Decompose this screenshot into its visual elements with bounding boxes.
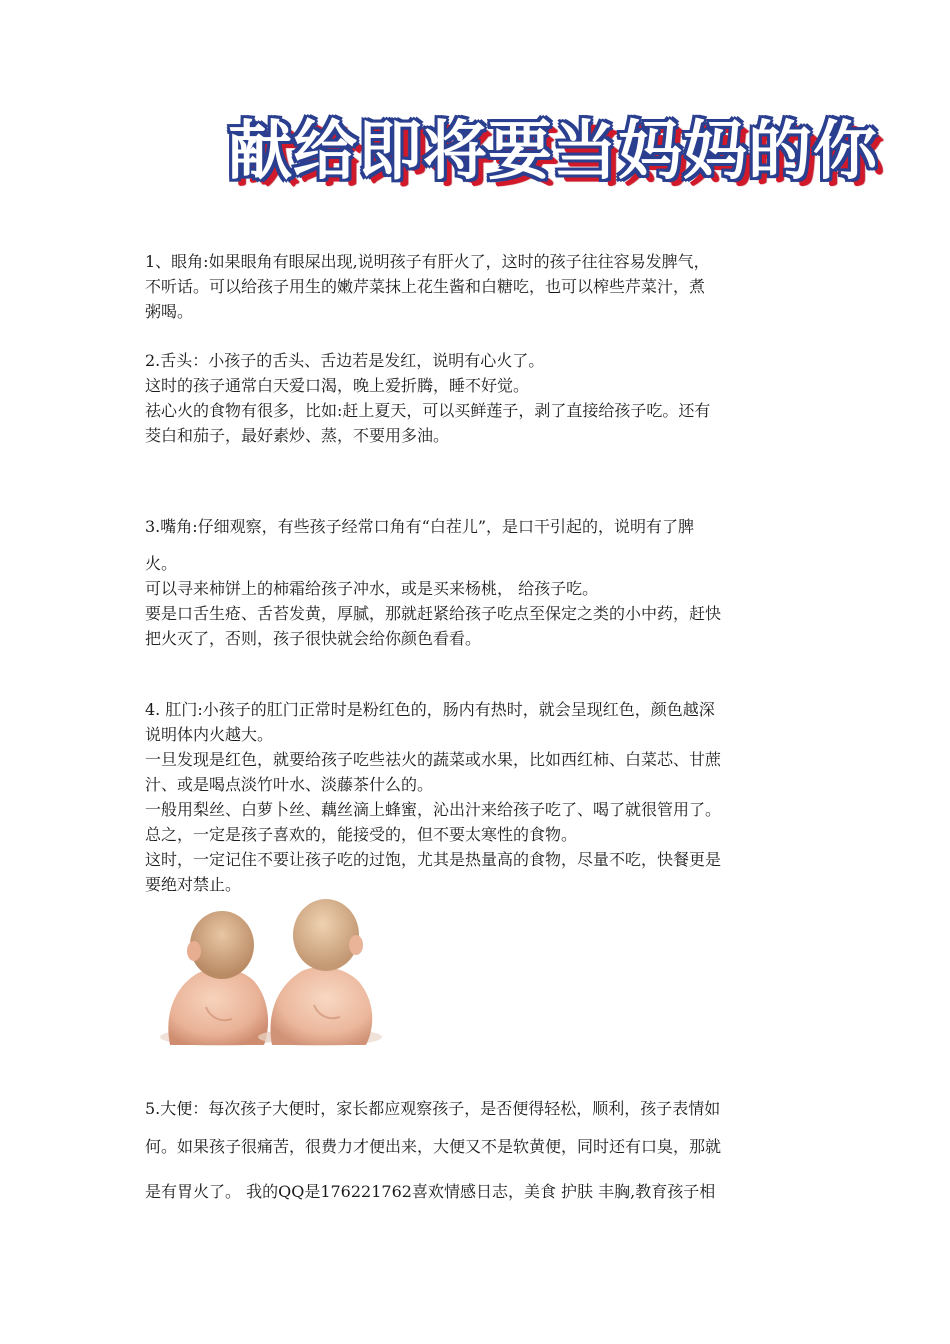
- paragraph-line: 1、眼角:如果眼角有眼屎出现,说明孩子有肝火了，这时的孩子往往容易发脾气，: [145, 252, 710, 271]
- paragraph-line: 3.嘴角:仔细观察，有些孩子经常口角有“白茬儿”，是口干引起的，说明有了脾: [145, 517, 695, 536]
- paragraph-line: 粥喝。: [145, 302, 194, 321]
- paragraph-line: 可以寻来柿饼上的柿霜给孩子冲水，或是买来杨桃， 给孩子吃。: [145, 579, 599, 598]
- paragraph-line: 不听话。可以给孩子用生的嫩芹菜抹上花生酱和白糖吃，也可以榨些芹菜汁，煮: [145, 277, 706, 296]
- paragraph-line: 2.舌头：小孩子的舌头、舌边若是发红，说明有心火了。: [145, 351, 545, 370]
- paragraph-line: 这时，一定记住不要让孩子吃的过饱，尤其是热量高的食物，尽量不吃，快餐更是: [145, 850, 722, 869]
- paragraph-line: 要是口舌生疮、舌苔发黄，厚腻，那就赶紧给孩子吃点至保定之类的小中药，赶快: [145, 604, 722, 623]
- paragraph-line: 说明体内火越大。: [145, 725, 274, 744]
- page-title: 献给即将要当妈妈的你: [228, 115, 878, 189]
- paragraph-line: 把火灭了，否则，孩子很快就会给你颜色看看。: [145, 629, 482, 648]
- paragraph-line: 祛心火的食物有很多，比如:赶上夏天，可以买鲜莲子，剥了直接给孩子吃。还有: [145, 401, 711, 420]
- paragraph-line: 茭白和茄子，最好素炒、蒸，不要用多油。: [145, 426, 450, 445]
- section-eye-corner: [145, 249, 815, 324]
- paragraph-line: 何。如果孩子很痛苦，很费力才便出来，大便又不是软黄便，同时还有口臭，那就: [145, 1137, 722, 1156]
- section-mouth-corner: [145, 513, 815, 651]
- section-tongue: [145, 348, 815, 448]
- paragraph-line: 火。: [145, 554, 178, 573]
- paragraph-line: 总之，一定是孩子喜欢的，能接受的，但不要太寒性的食物。: [145, 825, 578, 844]
- paragraph-line: 汁、或是喝点淡竹叶水、淡藤茶什么的。: [145, 775, 434, 794]
- paragraph-line: 5.大便：每次孩子大便时，家长都应观察孩子，是否便得轻松，顺利，孩子表情如: [145, 1099, 721, 1118]
- paragraph-line: 4. 肛门:小孩子的肛门正常时是粉红色的，肠内有热时，就会呈现红色，颜色越深: [145, 700, 715, 719]
- paragraph-line: 一旦发现是红色，就要给孩子吃些祛火的蔬菜或水果，比如西红柿、白菜芯、甘蔗: [145, 750, 722, 769]
- section-stool: [145, 1095, 815, 1206]
- paragraph-line: 是有胃火了。 我的QQ是176221762喜欢情感日志，美食 护肤 丰胸,教育孩子相: [145, 1182, 716, 1201]
- paragraph-line: 一般用梨丝、白萝卜丝、藕丝滴上蜂蜜，沁出汁来给孩子吃了、喝了就很管用了。: [145, 800, 722, 819]
- paragraph-line: 这时的孩子通常白天爱口渴，晚上爱折腾，睡不好觉。: [145, 376, 530, 395]
- section-anus: [145, 697, 815, 897]
- paragraph-line: 要绝对禁止。: [145, 875, 242, 894]
- babies-photo: [150, 895, 385, 1047]
